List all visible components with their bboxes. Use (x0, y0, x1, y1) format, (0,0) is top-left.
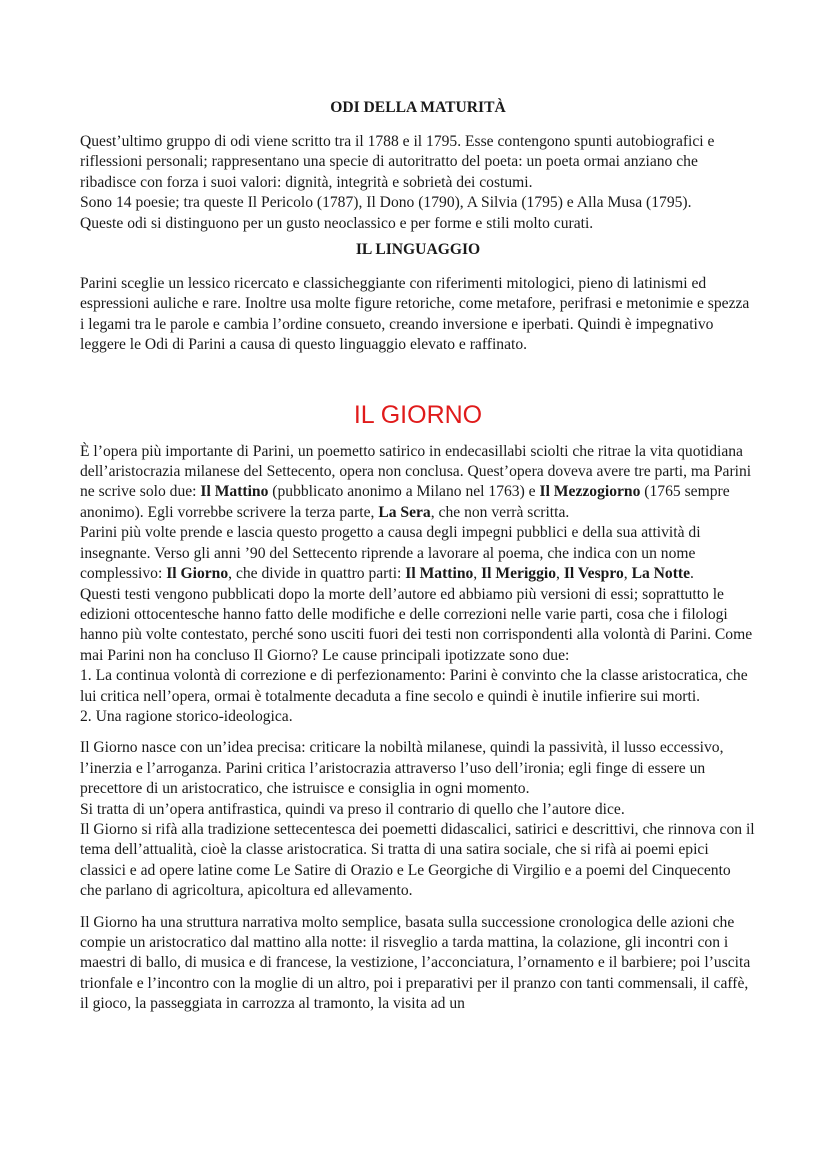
intro-text-a: È l’opera più importante di Parini, un poemetto satirico in endecasillabi sciolti che ritrae la vita quotidiana dell’aristocrazia milanese del Settecento, opera non conclusa. Quest’opera doveva avere tre parti, ma Parini ne scrive solo due: (80, 442, 752, 501)
giorno-paragraph-6: Il Giorno si rifà alla tradizione settecentesca dei poemetti didascalici, satirici e descrittivi, che rinnova con il tema dell’attualità, cioè la classe aristocratica. Si tratta di una satira sociale, che si rifà ai poemi epici classici e ad opere latine come Le Satire di Orazio e Le Georgiche di Virgilio e a poemi del Cinquecento che parlano di agricoltura, apicoltura ed allevamento. (80, 820, 755, 900)
p2-text-a: Parini più volte prende e lascia questo progetto a causa degli impegni pubblici e della sua attività di insegnante. Verso gli anni ’90 del Settecento riprende a lavorare al poema, che indica con un nome complessivo: (80, 524, 701, 583)
bold-il-mezzogiorno: Il Mezzogiorno (539, 483, 641, 501)
part-separator: , (623, 565, 632, 583)
cause-item-1: 1. La continua volontà di correzione e di perfezionamento: Parini è convinto che la classe aristocratica, che lui critica nell’opera, ormai è totalmente decaduta a fine secolo e quindi è inutile infierire sui morti. (80, 667, 748, 705)
odi-paragraph-2: Sono 14 poesie; tra queste Il Pericolo (1787), Il Dono (1790), A Silvia (1795) e Alla Musa (1795). (80, 194, 692, 212)
bold-part-mattino: Il Mattino (405, 565, 474, 583)
giorno-paragraph-7: Il Giorno ha una struttura narrativa molto semplice, basata sulla successione cronologica delle azioni che compie un aristocratico dal mattino alla notte: il risveglio a tarda mattina, la colazione, gli incontri con i maestri di ballo, di musica e di francese, la vestizione, l’acconciatura, l’ornamento e il barbiere; poi l’uscita trionfale e l’incontro con la moglie di un altro, poi i preparativi per il pranzo con tanti commensali, il caffè, il gioco, la passeggiata in carrozza al tramonto, la visita ad un (80, 913, 751, 1013)
giorno-paragraph-3: Questi testi vengono pubblicati dopo la morte dell’autore ed abbiamo più versioni di essi; soprattutto le edizioni ottocentesche hanno fatto delle modifiche e delle correzioni nelle varie parti, cosa che i filologi hanno più volte contestato, perché sono usciti fuori dei testi non corrispondenti alla volontà di Parini. Come mai Parini non ha concluso Il Giorno? Le cause principali ipotizzate sono due: (80, 585, 753, 664)
bold-il-giorno: Il Giorno (166, 565, 229, 583)
odi-section (80, 132, 756, 234)
odi-paragraph-3: Queste odi si distinguono per un gusto neoclassico e per forme e stili molto curati. (80, 214, 594, 232)
heading-odi-maturita: ODI DELLA MATURITÀ (330, 99, 506, 116)
bold-part-vespro: Il Vespro (563, 565, 624, 583)
cause-item-2: 2. Una ragione storico-ideologica. (80, 707, 293, 725)
heading-linguaggio: IL LINGUAGGIO (355, 241, 481, 259)
intro-text-d: , che non verrà scritta. (430, 503, 570, 521)
intro-text-c: (1765 sempre anonimo). Egli vorrebbe scrivere la terza parte, (80, 483, 730, 521)
bold-la-sera: La Sera (378, 503, 431, 521)
giorno-paragraph-4: Il Giorno nasce con un’idea precisa: criticare la nobiltà milanese, quindi la passività, il lusso eccessivo, l’inerzia e l’arroganza. Parini critica l’aristocrazia attraverso l’uso dell’ironia; egli finge di essere un precettore di un aristocratico, che istruisce e consiglia in ogni momento. (80, 739, 724, 798)
giorno-paragraph-5: Si tratta di un’opera antifrastica, quindi va preso il contrario di quello che l’autore dice. (80, 800, 625, 818)
p2-text-b: , che divide in quattro parti: (228, 565, 406, 583)
part-separator: , (556, 565, 564, 583)
bold-part-meriggio: Il Meriggio (481, 565, 557, 583)
intro-text-b: (pubblicato anonimo a Milano nel 1763) e (268, 483, 540, 501)
part-separator: , (473, 565, 482, 583)
linguaggio-paragraph: Parini sceglie un lessico ricercato e classicheggiante con riferimenti mitologici, pieno di latinismi ed espressioni auliche e rare. Inoltre usa molte figure retoriche, come metafore, perifrasi e metonimie e spezza i legami tra le parole e cambia l’ordine consueto, creando inversione e iperbati. Quindi è impegnativo leggere le Odi di Parini a causa di questo linguaggio elevato e raffinato. (80, 275, 750, 354)
bold-part-notte: La Notte (631, 565, 691, 583)
p2-end: . (690, 565, 694, 583)
title-il-giorno: IL GIORNO (353, 400, 483, 429)
giorno-paragraph-2 (80, 523, 756, 584)
giorno-intro-paragraph (80, 442, 756, 524)
odi-paragraph-1: Quest’ultimo gruppo di odi viene scritto tra il 1788 e il 1795. Esse contengono spunti autobiografici e riflessioni personali; rappresentano una specie di autoritratto del poeta: un poeta ormai anziano che ribadisce con forza i suoi valori: dignità, integrità e sobrietà dei costumi. (80, 133, 715, 191)
bold-il-mattino: Il Mattino (200, 483, 269, 501)
